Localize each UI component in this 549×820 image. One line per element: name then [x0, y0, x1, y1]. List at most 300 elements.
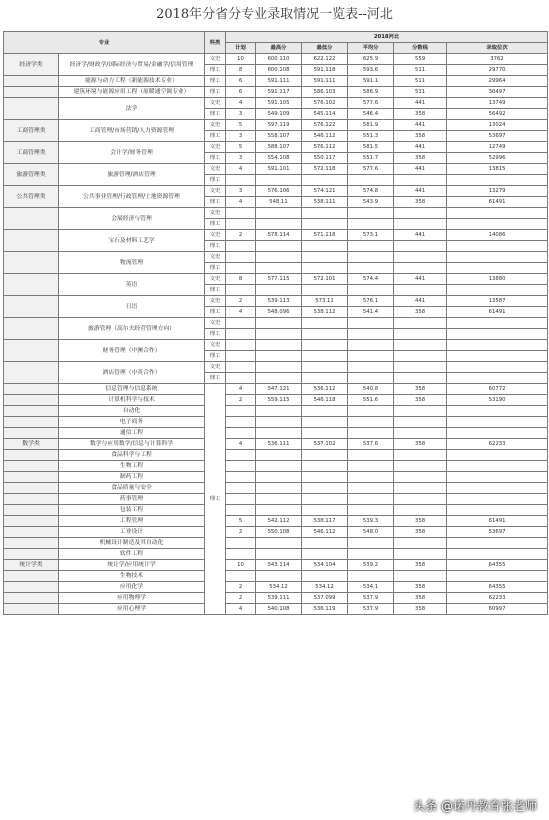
rank-cell: 14086 — [447, 230, 548, 241]
max-cell: 534.12 — [256, 582, 302, 593]
avg-cell: 551.7 — [348, 153, 394, 164]
table-row — [4, 120, 548, 131]
max-cell — [256, 263, 302, 274]
avg-cell: 573.1 — [348, 230, 394, 241]
line-cell — [394, 241, 447, 252]
rank-cell: 29964 — [447, 76, 548, 87]
major-cell: 会展经济与管理 — [59, 208, 205, 230]
avg-cell — [348, 549, 394, 560]
rank-cell: 53697 — [447, 131, 548, 142]
kelei-cell: 文史 — [205, 164, 226, 175]
table-row — [4, 395, 548, 406]
avg-cell: 577.6 — [348, 164, 394, 175]
line-cell — [394, 329, 447, 340]
max-cell: 578.114 — [256, 230, 302, 241]
plan-cell — [226, 472, 256, 483]
major-cell: 应用物理学 — [59, 593, 205, 604]
plan-cell: 6 — [226, 76, 256, 87]
line-cell: 358 — [394, 560, 447, 571]
kelei-cell: 理工 — [205, 307, 226, 318]
category-cell — [4, 472, 59, 483]
major-cell: 信息管理与信息系统 — [59, 384, 205, 395]
header-kelei: 科类 — [205, 32, 226, 54]
line-cell: 441 — [394, 274, 447, 285]
table-row — [4, 296, 548, 307]
table-row — [4, 571, 548, 582]
avg-cell: 534.1 — [348, 582, 394, 593]
table-row — [4, 439, 548, 450]
header-rank: 录取位次 — [447, 43, 548, 54]
avg-cell — [348, 505, 394, 516]
max-cell: 591.105 — [256, 98, 302, 109]
table-row — [4, 318, 548, 329]
avg-cell: 546.4 — [348, 109, 394, 120]
min-cell — [302, 263, 348, 274]
min-cell — [302, 450, 348, 461]
page-title: 2018年分省分专业录取情况一览表--河北 — [156, 7, 393, 22]
line-cell: 358 — [394, 384, 447, 395]
plan-cell — [226, 340, 256, 351]
min-cell: 571.118 — [302, 230, 348, 241]
avg-cell — [348, 208, 394, 219]
table-row — [4, 274, 548, 285]
plan-cell: 5 — [226, 120, 256, 131]
avg-cell — [348, 362, 394, 373]
min-cell: 538.112 — [302, 307, 348, 318]
max-cell: 548.11 — [256, 197, 302, 208]
max-cell: 540.108 — [256, 604, 302, 615]
avg-cell — [348, 263, 394, 274]
major-cell: 应用化学 — [59, 582, 205, 593]
kelei-cell: 文史 — [205, 208, 226, 219]
min-cell: 576.102 — [302, 98, 348, 109]
rank-cell — [447, 362, 548, 373]
avg-cell: 551.3 — [348, 131, 394, 142]
plan-cell — [226, 318, 256, 329]
line-cell — [394, 428, 447, 439]
major-cell: 物流管理 — [59, 252, 205, 274]
plan-cell — [226, 351, 256, 362]
plan-cell — [226, 549, 256, 560]
line-cell: 441 — [394, 296, 447, 307]
line-cell: 358 — [394, 197, 447, 208]
rank-cell: 13815 — [447, 164, 548, 175]
max-cell — [256, 428, 302, 439]
kelei-cell: 理工 — [205, 65, 226, 76]
avg-cell: 537.9 — [348, 604, 394, 615]
line-cell — [394, 208, 447, 219]
rank-cell — [447, 208, 548, 219]
min-cell: 546.118 — [302, 395, 348, 406]
major-cell: 经济学/财政学/国际经济与贸易/金融学/信用管理 — [59, 54, 205, 76]
avg-cell — [348, 175, 394, 186]
plan-cell — [226, 417, 256, 428]
line-cell: 511 — [394, 76, 447, 87]
kelei-cell: 理工 — [205, 76, 226, 87]
avg-cell — [348, 252, 394, 263]
min-cell — [302, 494, 348, 505]
rank-cell — [447, 461, 548, 472]
table-row — [4, 384, 548, 395]
min-cell: 576.112 — [302, 142, 348, 153]
avg-cell — [348, 450, 394, 461]
plan-cell: 2 — [226, 593, 256, 604]
avg-cell — [348, 340, 394, 351]
rank-cell: 13880 — [447, 274, 548, 285]
max-cell — [256, 340, 302, 351]
category-cell — [4, 604, 59, 615]
min-cell: 534.12 — [302, 582, 348, 593]
kelei-cell: 文史 — [205, 54, 226, 65]
kelei-cell: 文史 — [205, 186, 226, 197]
min-cell — [302, 571, 348, 582]
plan-cell: 2 — [226, 582, 256, 593]
avg-cell — [348, 472, 394, 483]
kelei-cell: 文史 — [205, 318, 226, 329]
plan-cell: 3 — [226, 186, 256, 197]
min-cell: 591.118 — [302, 65, 348, 76]
category-cell — [4, 340, 59, 362]
line-cell — [394, 549, 447, 560]
rank-cell: 13279 — [447, 186, 548, 197]
category-cell — [4, 593, 59, 604]
major-cell: 制药工程 — [59, 472, 205, 483]
max-cell: 559.115 — [256, 395, 302, 406]
major-cell: 自动化 — [59, 406, 205, 417]
max-cell: 600.108 — [256, 65, 302, 76]
max-cell: 543.114 — [256, 560, 302, 571]
major-cell: 通信工程 — [59, 428, 205, 439]
max-cell: 588.107 — [256, 142, 302, 153]
plan-cell — [226, 329, 256, 340]
table-row — [4, 560, 548, 571]
max-cell — [256, 571, 302, 582]
avg-cell — [348, 241, 394, 252]
major-cell: 旅游管理/酒店管理 — [59, 164, 205, 186]
category-cell: 公共管理类 — [4, 186, 59, 208]
max-cell: 536.111 — [256, 439, 302, 450]
kelei-cell: 理工 — [205, 109, 226, 120]
rank-cell: 13587 — [447, 296, 548, 307]
min-cell: 573.11 — [302, 296, 348, 307]
plan-cell — [226, 571, 256, 582]
max-cell — [256, 318, 302, 329]
kelei-cell: 理工 — [205, 197, 226, 208]
rank-cell — [447, 175, 548, 186]
avg-cell — [348, 461, 394, 472]
max-cell: 591.101 — [256, 164, 302, 175]
major-cell: 包装工程 — [59, 505, 205, 516]
min-cell — [302, 285, 348, 296]
min-cell — [302, 252, 348, 263]
min-cell: 536.119 — [302, 604, 348, 615]
category-cell — [4, 538, 59, 549]
kelei-cell: 理工 — [205, 285, 226, 296]
max-cell — [256, 219, 302, 230]
plan-cell — [226, 241, 256, 252]
line-cell: 358 — [394, 604, 447, 615]
avg-cell — [348, 285, 394, 296]
rank-cell: 62233 — [447, 593, 548, 604]
major-cell: 法学 — [59, 98, 205, 120]
table-row — [4, 527, 548, 538]
avg-cell: 539.3 — [348, 516, 394, 527]
line-cell: 441 — [394, 142, 447, 153]
category-cell — [4, 274, 59, 296]
major-cell: 工业设计 — [59, 527, 205, 538]
min-cell — [302, 362, 348, 373]
rank-cell: 62233 — [447, 439, 548, 450]
rank-cell — [447, 285, 548, 296]
header-line: 分数线 — [394, 43, 447, 54]
category-cell — [4, 87, 59, 98]
max-cell: 548.096 — [256, 307, 302, 318]
line-cell: 441 — [394, 186, 447, 197]
major-cell: 数学与应用数学/信息与计算科学 — [59, 439, 205, 450]
max-cell — [256, 208, 302, 219]
kelei-cell: 文史 — [205, 296, 226, 307]
rank-cell — [447, 252, 548, 263]
min-cell: 591.111 — [302, 76, 348, 87]
table-row — [4, 582, 548, 593]
category-cell — [4, 417, 59, 428]
plan-cell: 10 — [226, 560, 256, 571]
table-row — [4, 417, 548, 428]
avg-cell: 625.9 — [348, 54, 394, 65]
header-plan: 计划 — [226, 43, 256, 54]
header-min: 最低分 — [302, 43, 348, 54]
avg-cell: 543.9 — [348, 197, 394, 208]
kelei-cell: 文史 — [205, 340, 226, 351]
max-cell: 558.107 — [256, 131, 302, 142]
kelei-cell: 文史 — [205, 230, 226, 241]
major-cell: 生物技术 — [59, 571, 205, 582]
major-cell: 食品科学与工程 — [59, 450, 205, 461]
category-cell — [4, 571, 59, 582]
max-cell: 600.110 — [256, 54, 302, 65]
kelei-cell: 文史 — [205, 142, 226, 153]
avg-cell: 574.4 — [348, 274, 394, 285]
max-cell — [256, 461, 302, 472]
watermark: 头条 @诺丹教育张老师 — [413, 799, 537, 813]
line-cell — [394, 450, 447, 461]
major-cell: 电子商务 — [59, 417, 205, 428]
plan-cell: 10 — [226, 54, 256, 65]
line-cell: 559 — [394, 54, 447, 65]
min-cell — [302, 175, 348, 186]
kelei-cell: 文史 — [205, 98, 226, 109]
header-row-1 — [4, 32, 548, 43]
rank-cell: 64355 — [447, 582, 548, 593]
table-row — [4, 604, 548, 615]
category-cell — [4, 362, 59, 384]
kelei-cell: 理工 — [205, 263, 226, 274]
plan-cell: 4 — [226, 197, 256, 208]
kelei-cell: 理工 — [205, 153, 226, 164]
max-cell — [256, 538, 302, 549]
avg-cell — [348, 571, 394, 582]
kelei-cell: 理工 — [205, 219, 226, 230]
min-cell — [302, 483, 348, 494]
line-cell — [394, 318, 447, 329]
table-row — [4, 76, 548, 87]
min-cell — [302, 538, 348, 549]
major-cell: 软件工程 — [59, 549, 205, 560]
line-cell — [394, 494, 447, 505]
max-cell — [256, 373, 302, 384]
plan-cell: 2 — [226, 527, 256, 538]
min-cell: 536.112 — [302, 384, 348, 395]
avg-cell — [348, 329, 394, 340]
table-row — [4, 593, 548, 604]
plan-cell — [226, 483, 256, 494]
max-cell: 597.119 — [256, 120, 302, 131]
category-cell — [4, 428, 59, 439]
avg-cell — [348, 318, 394, 329]
major-cell: 食品质量与安全 — [59, 483, 205, 494]
avg-cell: 577.6 — [348, 98, 394, 109]
table-row — [4, 87, 548, 98]
header-major: 专业 — [4, 32, 205, 54]
table-body — [4, 54, 548, 615]
category-cell: 统计学类 — [4, 560, 59, 571]
category-cell: 经济学类 — [4, 54, 59, 76]
avg-cell: 591.1 — [348, 76, 394, 87]
line-cell — [394, 362, 447, 373]
table-row — [4, 549, 548, 560]
rank-cell — [447, 373, 548, 384]
category-cell — [4, 395, 59, 406]
max-cell — [256, 450, 302, 461]
rank-cell: 64355 — [447, 560, 548, 571]
max-cell: 547.121 — [256, 384, 302, 395]
min-cell: 622.122 — [302, 54, 348, 65]
major-cell: 公共事业管理/行政管理/土地资源管理 — [59, 186, 205, 208]
max-cell — [256, 549, 302, 560]
min-cell — [302, 219, 348, 230]
major-cell: 工商管理/市场营销/人力资源管理 — [59, 120, 205, 142]
line-cell: 358 — [394, 439, 447, 450]
avg-cell — [348, 483, 394, 494]
min-cell — [302, 373, 348, 384]
plan-cell — [226, 219, 256, 230]
avg-cell: 548.0 — [348, 527, 394, 538]
avg-cell — [348, 428, 394, 439]
min-cell — [302, 208, 348, 219]
major-cell: 统计学/应用统计学 — [59, 560, 205, 571]
max-cell — [256, 362, 302, 373]
rank-cell — [447, 417, 548, 428]
line-cell: 511 — [394, 65, 447, 76]
line-cell: 441 — [394, 164, 447, 175]
line-cell: 358 — [394, 307, 447, 318]
table-row — [4, 208, 548, 219]
plan-cell — [226, 494, 256, 505]
min-cell — [302, 417, 348, 428]
major-cell: 日语 — [59, 296, 205, 318]
kelei-cell: 文史 — [205, 120, 226, 131]
kelei-cell: 理工 — [205, 87, 226, 98]
header-group: 2018河北 — [226, 32, 548, 43]
line-cell — [394, 219, 447, 230]
line-cell — [394, 351, 447, 362]
plan-cell — [226, 285, 256, 296]
avg-cell — [348, 417, 394, 428]
rank-cell: 56492 — [447, 109, 548, 120]
rank-cell: 13024 — [447, 120, 548, 131]
min-cell — [302, 549, 348, 560]
min-cell: 550.117 — [302, 153, 348, 164]
kelei-cell: 理工 — [205, 329, 226, 340]
min-cell — [302, 329, 348, 340]
category-cell — [4, 516, 59, 527]
rank-cell: 61491 — [447, 307, 548, 318]
plan-cell: 6 — [226, 87, 256, 98]
major-cell: 建筑环境与能源应用工程（原暖通空调专业） — [59, 87, 205, 98]
max-cell — [256, 329, 302, 340]
line-cell: 358 — [394, 395, 447, 406]
avg-cell — [348, 219, 394, 230]
category-cell — [4, 450, 59, 461]
kelei-cell: 理工 — [205, 373, 226, 384]
rank-cell: 53697 — [447, 527, 548, 538]
max-cell: 542.112 — [256, 516, 302, 527]
plan-cell: 3 — [226, 131, 256, 142]
kelei-cell: 文史 — [205, 274, 226, 285]
min-cell: 538.117 — [302, 516, 348, 527]
table-row — [4, 164, 548, 175]
avg-cell: 574.8 — [348, 186, 394, 197]
max-cell — [256, 483, 302, 494]
plan-cell: 4 — [226, 384, 256, 395]
kelei-cell: 理工 — [205, 384, 226, 615]
avg-cell — [348, 538, 394, 549]
kelei-cell: 理工 — [205, 241, 226, 252]
min-cell: 546.112 — [302, 131, 348, 142]
major-cell: 英语 — [59, 274, 205, 296]
avg-cell: 537.9 — [348, 593, 394, 604]
avg-cell: 581.9 — [348, 120, 394, 131]
avg-cell: 593.6 — [348, 65, 394, 76]
rank-cell — [447, 241, 548, 252]
min-cell: 574.121 — [302, 186, 348, 197]
major-cell: 宝石及材料工艺学 — [59, 230, 205, 252]
avg-cell: 581.5 — [348, 142, 394, 153]
rank-cell — [447, 483, 548, 494]
rank-cell — [447, 505, 548, 516]
rank-cell — [447, 329, 548, 340]
max-cell — [256, 417, 302, 428]
rank-cell — [447, 571, 548, 582]
table-row — [4, 538, 548, 549]
category-cell — [4, 208, 59, 230]
major-cell: 机械设计制造及其自动化 — [59, 538, 205, 549]
category-cell — [4, 296, 59, 318]
table-row — [4, 505, 548, 516]
category-cell — [4, 527, 59, 538]
table-row — [4, 516, 548, 527]
category-cell — [4, 252, 59, 274]
max-cell: 554.108 — [256, 153, 302, 164]
max-cell: 539.113 — [256, 296, 302, 307]
rank-cell — [447, 351, 548, 362]
table-row — [4, 54, 548, 65]
plan-cell: 2 — [226, 296, 256, 307]
line-cell — [394, 461, 447, 472]
min-cell: 576.122 — [302, 120, 348, 131]
rank-cell: 60772 — [447, 384, 548, 395]
min-cell: 545.114 — [302, 109, 348, 120]
